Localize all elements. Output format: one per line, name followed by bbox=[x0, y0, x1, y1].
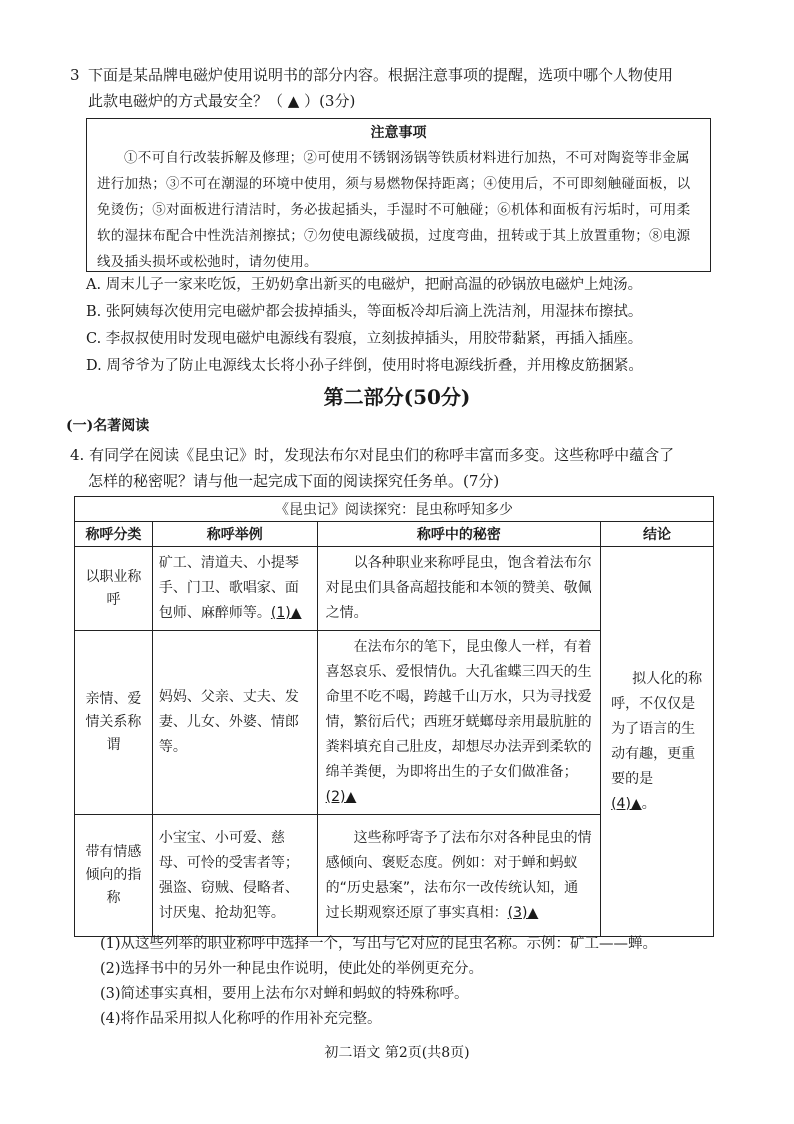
blank-1[interactable]: (1)▲ bbox=[270, 605, 302, 621]
header-category: 称呼分类 bbox=[75, 522, 153, 547]
option-d: D. 周爷爷为了防止电源线太长将小孙子绊倒，使用时将电源线折叠，并用橡皮筋捆紧。 bbox=[86, 358, 643, 374]
question-3-number: 3 bbox=[70, 66, 80, 84]
question-4-line2: 怎样的秘密呢？请与他一起完成下面的阅读探究任务单。(7分) bbox=[88, 472, 500, 490]
question-3-line1: 下面是某品牌电磁炉使用说明书的部分内容。根据注意事项的提醒，选项中哪个人物使用 bbox=[88, 66, 674, 84]
question-3-options bbox=[86, 272, 726, 380]
sub-question-4: (4)将作品采用拟人化称呼的作用补充完整。 bbox=[100, 1011, 382, 1027]
page-footer: 初二语文 第2页(共8页) bbox=[324, 1045, 470, 1061]
question-3-line2: 此款电磁炉的方式最安全？（ ▲ ）(3分) bbox=[88, 92, 356, 110]
blank-4[interactable]: (4)▲ bbox=[611, 795, 642, 812]
row1-category: 以职业称呼 bbox=[75, 547, 153, 631]
row2-category: 亲情、爱情关系称谓 bbox=[75, 631, 153, 815]
row3-category: 带有情感倾向的指称 bbox=[75, 815, 153, 937]
conclusion-text: 拟人化的称呼，不仅仅是为了语言的生动有趣，更重要的是 bbox=[611, 670, 703, 787]
header-examples: 称呼举例 bbox=[152, 522, 317, 547]
notice-title: 注意事项 bbox=[370, 125, 427, 141]
notice-box bbox=[86, 118, 711, 272]
part-two-heading: 第二部分(50分) bbox=[323, 385, 471, 409]
sub-question-2: (2)选择书中的另外一种昆虫作说明，使此处的举例更充分。 bbox=[100, 961, 484, 977]
row2-secret: 在法布尔的笔下，昆虫像人一样，有着喜怒哀乐、爱恨情仇。大孔雀蝶三四天的生命里不吃不喝，跨越千山万水，只为寻找爱情，繁衍后代；西班牙蜣螂母亲用最肮脏的粪料填充自己肚皮，却想尽办法弄到柔软的绵羊粪便，为即将出生的子女们做准备；(2)▲ bbox=[317, 631, 600, 815]
blank-2[interactable]: (2)▲ bbox=[325, 789, 357, 805]
blank-3[interactable]: (3)▲ bbox=[507, 904, 539, 921]
question-4 bbox=[70, 442, 730, 494]
table-row bbox=[75, 547, 714, 631]
option-b: B. 张阿姨每次使用完电磁炉都会拔掉插头，等面板冷却后滴上洗洁剂，用湿抹布擦拭。 bbox=[86, 304, 643, 320]
table-caption: 《昆虫记》阅读探究：昆虫称呼知多少 bbox=[75, 497, 714, 522]
notice-body: ①不可自行改装拆解及修理；②可使用不锈钢汤锅等铁质材料进行加热，不可对陶瓷等非金属进行加热；③不可在潮湿的环境中使用，须与易燃物保持距离；④使用后，不可即刻触碰面板，以免烫伤；⑤对面板进行清洁时，务必拔起插头，手湿时不可触碰；⑥机体和面板有污垢时，可用柔软的湿抹布配合中性洗洁剂擦拭；⑦勿使电源线破损，过度弯曲，扭转或于其上放置重物；⑧电源线及插头损坏或松弛时，请勿使用。 bbox=[97, 150, 691, 270]
question-3 bbox=[70, 62, 730, 114]
section-1-heading: (一)名著阅读 bbox=[66, 418, 150, 434]
option-c: C. 李叔叔使用时发现电磁炉电源线有裂痕，立刻拔掉插头，用胶带黏紧，再插入插座。 bbox=[86, 331, 643, 347]
sub-questions bbox=[100, 932, 730, 1032]
row2-examples: 妈妈、父亲、丈夫、发妻、儿女、外婆、情郎等。 bbox=[152, 631, 317, 815]
study-table bbox=[74, 496, 714, 937]
row3-examples: 小宝宝、小可爱、慈母、可怜的受害者等；强盗、窃贼、侵略者、讨厌鬼、抢劫犯等。 bbox=[152, 815, 317, 937]
conclusion-cell: 拟人化的称呼，不仅仅是为了语言的生动有趣，更重要的是 (4)▲。 bbox=[601, 547, 714, 937]
question-4-line1: 4. 有同学在阅读《昆虫记》时，发现法布尔对昆虫们的称呼丰富而多变。这些称呼中蕴含了 bbox=[70, 446, 675, 464]
sub-question-1: (1)从这些列举的职业称呼中选择一个，写出与它对应的昆虫名称。示例：矿工——蝉。 bbox=[100, 936, 658, 952]
row1-examples: 矿工、清道夫、小提琴手、门卫、歌唱家、面包师、麻醉师等。(1)▲ bbox=[152, 547, 317, 631]
header-secret: 称呼中的秘密 bbox=[317, 522, 600, 547]
sub-question-3: (3)简述事实真相，要用上法布尔对蝉和蚂蚁的特殊称呼。 bbox=[100, 986, 469, 1002]
header-conclusion: 结论 bbox=[601, 522, 714, 547]
option-a: A. 周末儿子一家来吃饭，王奶奶拿出新买的电磁炉，把耐高温的砂锅放电磁炉上炖汤。 bbox=[86, 277, 643, 293]
row1-secret: 以各种职业来称呼昆虫，饱含着法布尔对昆虫们具备高超技能和本领的赞美、敬佩之情。 bbox=[317, 547, 600, 631]
row3-secret: 这些称呼寄予了法布尔对各种昆虫的情感倾向、褒贬态度。例如：对于蝉和蚂蚁的“历史悬案”，法布尔一改传统认知，通过长期观察还原了事实真相：(3)▲ bbox=[317, 815, 600, 937]
